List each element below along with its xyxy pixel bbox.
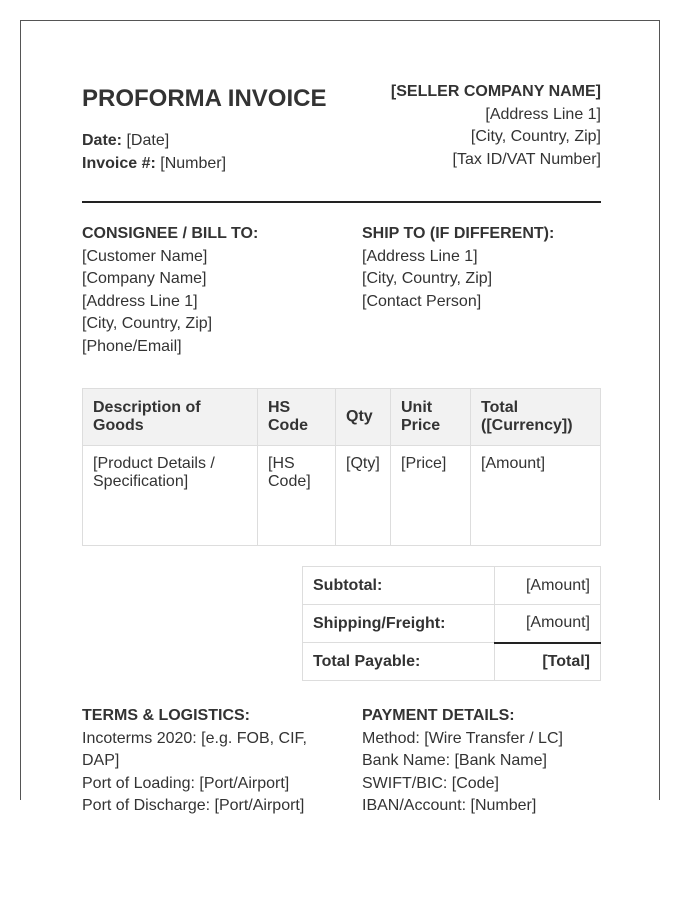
cell-description: [Product Details / Specification] [83,446,258,546]
payment-heading: PAYMENT DETAILS: [362,707,515,724]
terms-port-of-discharge-line: Port of Discharge: [Port/Airport] [82,797,305,814]
date-line [82,132,169,150]
consignee-block [82,223,342,358]
date-value: [Date] [126,132,170,149]
invoice-page [20,20,660,814]
header-divider [82,201,601,203]
invoice-number-label: Invoice #: [82,155,156,172]
consignee-contact-line: [Phone/Email] [82,337,182,355]
cell-qty: [Qty] [336,446,391,546]
subtotal-row [303,567,601,605]
consignee-city-line: [City, Country, Zip] [82,315,213,332]
totals-table [302,566,601,681]
consignee-heading: CONSIGNEE / BILL TO: [82,225,259,242]
terms-heading: TERMS & LOGISTICS: [82,707,250,724]
consignee-address-line: [Address Line 1] [82,292,198,310]
date-label: Date: [82,132,123,149]
subtotal-value: [Amount] [495,567,601,605]
subtotal-label: Subtotal: [303,567,495,605]
payment-method-line: Method: [Wire Transfer / LC] [362,729,563,747]
table-row [83,446,601,546]
column-header-qty: Qty [336,389,391,446]
shipping-label: Shipping/Freight: [303,605,495,643]
total-payable-row [303,643,601,681]
invoice-number-value: [Number] [160,155,227,172]
terms-block [82,705,332,818]
cell-total: [Amount] [471,446,601,546]
consignee-customer-name: [Customer Name] [82,247,208,265]
payment-swift-line: SWIFT/BIC: [Code] [362,774,499,792]
column-header-hs-code: HS Code [258,389,336,446]
seller-block [391,81,601,171]
ship-to-block [362,223,601,313]
shipping-row [303,605,601,643]
shipping-value: [Amount] [495,605,601,643]
ship-to-heading: SHIP TO (IF DIFFERENT): [362,225,555,242]
column-header-description: Description of Goods [83,389,258,446]
ship-to-contact-line: [Contact Person] [362,292,482,310]
ship-to-address-line: [Address Line 1] [362,247,478,265]
column-header-total: Total ([Currency]) [471,389,601,446]
terms-incoterms-line: Incoterms 2020: [e.g. FOB, CIF, DAP] [82,729,307,769]
payment-block [362,705,601,818]
terms-port-of-loading-line: Port of Loading: [Port/Airport] [82,774,290,792]
ship-to-city-line: [City, Country, Zip] [362,270,493,287]
items-table [82,388,601,546]
seller-tax-id-line: [Tax ID/VAT Number] [452,150,601,168]
seller-company-name: [SELLER COMPANY NAME] [390,83,601,100]
payment-bank-name-line: Bank Name: [Bank Name] [362,752,547,769]
column-header-unit-price: Unit Price [391,389,471,446]
seller-address-line: [Address Line 1] [485,105,601,123]
consignee-company-name: [Company Name] [82,270,207,287]
items-table-header-row [83,389,601,446]
seller-city-line: [City, Country, Zip] [470,128,601,145]
invoice-number-line [82,155,226,173]
payment-iban-line: IBAN/Account: [Number] [362,797,537,814]
page-title: PROFORMA INVOICE [82,85,327,112]
total-payable-value: [Total] [495,643,601,681]
total-payable-label: Total Payable: [303,643,495,681]
cell-hs-code: [HS Code] [258,446,336,546]
cell-unit-price: [Price] [391,446,471,546]
